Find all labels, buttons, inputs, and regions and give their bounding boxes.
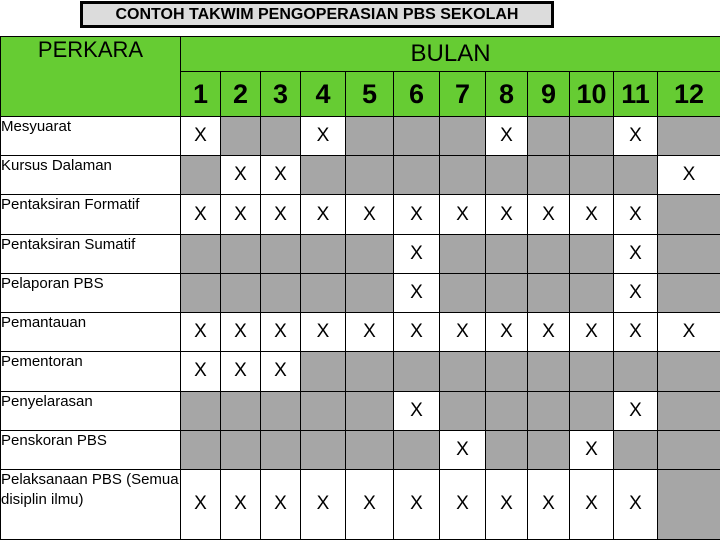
schedule-cell-marked: X bbox=[394, 273, 440, 312]
schedule-cell-marked: X bbox=[301, 313, 346, 352]
month-header: 12 bbox=[658, 72, 720, 117]
schedule-cell-marked: X bbox=[301, 117, 346, 156]
schedule-cell-marked: X bbox=[440, 195, 486, 234]
schedule-cell-marked: X bbox=[486, 313, 528, 352]
schedule-cell-marked: X bbox=[528, 469, 570, 539]
schedule-cell-empty bbox=[528, 234, 570, 273]
schedule-cell-empty bbox=[394, 117, 440, 156]
schedule-cell-empty bbox=[486, 391, 528, 430]
schedule-cell-marked: X bbox=[261, 352, 301, 391]
row-label: Pelaporan PBS bbox=[1, 273, 181, 312]
schedule-cell-empty bbox=[181, 234, 221, 273]
schedule-cell-empty bbox=[528, 273, 570, 312]
schedule-cell-empty bbox=[570, 273, 614, 312]
month-header: 7 bbox=[440, 72, 486, 117]
row-label: Pentaksiran Formatif bbox=[1, 195, 181, 234]
perkara-header: PERKARA bbox=[1, 37, 181, 117]
table-row bbox=[1, 391, 720, 430]
schedule-cell-marked: X bbox=[261, 195, 301, 234]
schedule-cell-marked: X bbox=[570, 313, 614, 352]
schedule-cell-empty bbox=[301, 391, 346, 430]
row-label: Pemantauan bbox=[1, 313, 181, 352]
month-header: 5 bbox=[346, 72, 394, 117]
schedule-cell-empty bbox=[301, 430, 346, 469]
table-row bbox=[1, 313, 720, 352]
schedule-cell-marked: X bbox=[486, 117, 528, 156]
schedule-cell-marked: X bbox=[658, 156, 720, 195]
schedule-cell-marked: X bbox=[221, 195, 261, 234]
table-row bbox=[1, 352, 720, 391]
schedule-cell-empty bbox=[614, 430, 658, 469]
month-header: 2 bbox=[221, 72, 261, 117]
bulan-header: BULAN bbox=[181, 37, 720, 72]
schedule-cell-empty bbox=[528, 352, 570, 391]
row-label: Penskoran PBS bbox=[1, 430, 181, 469]
schedule-cell-empty bbox=[528, 117, 570, 156]
schedule-cell-empty bbox=[658, 430, 720, 469]
schedule-cell-empty bbox=[394, 352, 440, 391]
schedule-cell-empty bbox=[221, 430, 261, 469]
schedule-cell-marked: X bbox=[261, 156, 301, 195]
page-title: CONTOH TAKWIM PENGOPERASIAN PBS SEKOLAH bbox=[80, 1, 554, 28]
schedule-cell-empty bbox=[528, 430, 570, 469]
schedule-cell-empty bbox=[658, 391, 720, 430]
schedule-cell-marked: X bbox=[528, 195, 570, 234]
schedule-cell-empty bbox=[301, 234, 346, 273]
schedule-cell-empty bbox=[486, 273, 528, 312]
schedule-cell-marked: X bbox=[221, 156, 261, 195]
schedule-cell-empty bbox=[346, 352, 394, 391]
schedule-cell-marked: X bbox=[614, 469, 658, 539]
schedule-cell-marked: X bbox=[440, 313, 486, 352]
schedule-cell-empty bbox=[261, 273, 301, 312]
schedule-cell-empty bbox=[570, 234, 614, 273]
month-header: 9 bbox=[528, 72, 570, 117]
schedule-cell-empty bbox=[346, 273, 394, 312]
month-header: 11 bbox=[614, 72, 658, 117]
schedule-cell-marked: X bbox=[221, 352, 261, 391]
row-label: Pementoran bbox=[1, 352, 181, 391]
schedule-cell-empty bbox=[486, 234, 528, 273]
schedule-cell-empty bbox=[440, 156, 486, 195]
schedule-cell-marked: X bbox=[486, 469, 528, 539]
schedule-cell-empty bbox=[486, 352, 528, 391]
schedule-cell-empty bbox=[261, 117, 301, 156]
schedule-cell-marked: X bbox=[440, 469, 486, 539]
schedule-cell-marked: X bbox=[614, 195, 658, 234]
schedule-cell-empty bbox=[346, 117, 394, 156]
schedule-cell-marked: X bbox=[614, 234, 658, 273]
month-header: 3 bbox=[261, 72, 301, 117]
schedule-cell-empty bbox=[528, 391, 570, 430]
schedule-cell-empty bbox=[658, 352, 720, 391]
table-row bbox=[1, 469, 720, 539]
schedule-cell-empty bbox=[570, 352, 614, 391]
schedule-cell-marked: X bbox=[394, 234, 440, 273]
schedule-cell-empty bbox=[261, 430, 301, 469]
schedule-cell-empty bbox=[346, 156, 394, 195]
row-label: Pelaksanaan PBS (Semua disiplin ilmu) bbox=[1, 469, 181, 539]
schedule-cell-empty bbox=[486, 156, 528, 195]
schedule-cell-marked: X bbox=[614, 117, 658, 156]
schedule-cell-empty bbox=[181, 391, 221, 430]
schedule-cell-marked: X bbox=[301, 195, 346, 234]
schedule-cell-marked: X bbox=[221, 313, 261, 352]
schedule-cell-empty bbox=[440, 273, 486, 312]
schedule-cell-marked: X bbox=[346, 195, 394, 234]
schedule-cell-marked: X bbox=[181, 352, 221, 391]
schedule-cell-empty bbox=[221, 234, 261, 273]
schedule-cell-marked: X bbox=[346, 469, 394, 539]
schedule-cell-empty bbox=[394, 156, 440, 195]
schedule-cell-empty bbox=[658, 195, 720, 234]
row-label: Pentaksiran Sumatif bbox=[1, 234, 181, 273]
row-label: Penyelarasan bbox=[1, 391, 181, 430]
table-row bbox=[1, 156, 720, 195]
schedule-cell-empty bbox=[658, 273, 720, 312]
table-row bbox=[1, 234, 720, 273]
schedule-cell-empty bbox=[570, 391, 614, 430]
schedule-cell-marked: X bbox=[486, 195, 528, 234]
schedule-cell-empty bbox=[440, 117, 486, 156]
month-header: 4 bbox=[301, 72, 346, 117]
month-header: 1 bbox=[181, 72, 221, 117]
schedule-cell-empty bbox=[658, 469, 720, 539]
schedule-cell-marked: X bbox=[181, 195, 221, 234]
schedule-cell-empty bbox=[181, 430, 221, 469]
header-row-bulan bbox=[1, 37, 720, 72]
schedule-cell-empty bbox=[440, 391, 486, 430]
schedule-cell-marked: X bbox=[614, 273, 658, 312]
schedule-cell-empty bbox=[394, 430, 440, 469]
table-row bbox=[1, 117, 720, 156]
schedule-cell-empty bbox=[181, 156, 221, 195]
schedule-cell-empty bbox=[614, 156, 658, 195]
schedule-cell-empty bbox=[221, 273, 261, 312]
row-label: Kursus Dalaman bbox=[1, 156, 181, 195]
schedule-cell-marked: X bbox=[394, 391, 440, 430]
schedule-cell-marked: X bbox=[181, 117, 221, 156]
schedule-cell-marked: X bbox=[181, 313, 221, 352]
schedule-cell-empty bbox=[221, 391, 261, 430]
schedule-cell-empty bbox=[346, 430, 394, 469]
schedule-cell-empty bbox=[486, 430, 528, 469]
schedule-cell-marked: X bbox=[181, 469, 221, 539]
month-header: 10 bbox=[570, 72, 614, 117]
schedule-cell-marked: X bbox=[614, 313, 658, 352]
schedule-cell-empty bbox=[181, 273, 221, 312]
row-label: Mesyuarat bbox=[1, 117, 181, 156]
schedule-cell-empty bbox=[301, 156, 346, 195]
schedule-cell-empty bbox=[570, 156, 614, 195]
schedule-cell-empty bbox=[261, 391, 301, 430]
schedule-cell-empty bbox=[301, 273, 346, 312]
schedule-cell-marked: X bbox=[394, 313, 440, 352]
schedule-cell-marked: X bbox=[394, 469, 440, 539]
schedule-cell-empty bbox=[440, 352, 486, 391]
schedule-cell-marked: X bbox=[570, 195, 614, 234]
month-header: 6 bbox=[394, 72, 440, 117]
schedule-cell-marked: X bbox=[614, 391, 658, 430]
month-header: 8 bbox=[486, 72, 528, 117]
schedule-cell-empty bbox=[658, 117, 720, 156]
schedule-cell-empty bbox=[261, 234, 301, 273]
schedule-cell-marked: X bbox=[570, 469, 614, 539]
schedule-cell-empty bbox=[528, 156, 570, 195]
schedule-cell-marked: X bbox=[346, 313, 394, 352]
table-row bbox=[1, 273, 720, 312]
schedule-table bbox=[0, 36, 720, 540]
schedule-cell-marked: X bbox=[261, 469, 301, 539]
schedule-cell-marked: X bbox=[440, 430, 486, 469]
schedule-cell-empty bbox=[570, 117, 614, 156]
schedule-cell-marked: X bbox=[301, 469, 346, 539]
schedule-cell-empty bbox=[346, 234, 394, 273]
schedule-cell-marked: X bbox=[528, 313, 570, 352]
schedule-cell-marked: X bbox=[261, 313, 301, 352]
schedule-cell-empty bbox=[440, 234, 486, 273]
schedule-cell-empty bbox=[614, 352, 658, 391]
table-row bbox=[1, 195, 720, 234]
schedule-cell-marked: X bbox=[658, 313, 720, 352]
schedule-cell-empty bbox=[221, 117, 261, 156]
schedule-cell-empty bbox=[346, 391, 394, 430]
schedule-cell-marked: X bbox=[221, 469, 261, 539]
schedule-cell-empty bbox=[301, 352, 346, 391]
schedule-cell-empty bbox=[658, 234, 720, 273]
table-row bbox=[1, 430, 720, 469]
schedule-cell-marked: X bbox=[570, 430, 614, 469]
schedule-cell-marked: X bbox=[394, 195, 440, 234]
